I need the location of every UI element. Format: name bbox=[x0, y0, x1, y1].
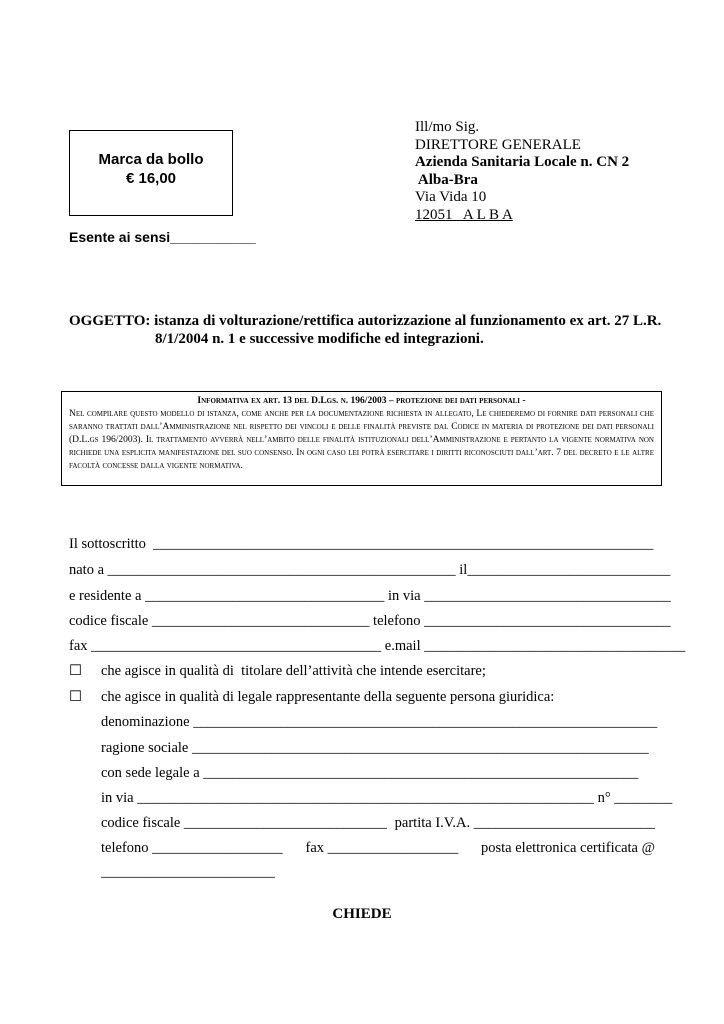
subject-line-2: 8/1/2004 n. 1 e successive modifiche ed integrazioni. bbox=[155, 331, 484, 347]
stamp-label: Marca da bollo bbox=[98, 151, 204, 168]
field-legal-seat[interactable]: con sede legale a ____________________________________________________________ bbox=[101, 765, 639, 781]
recipient-street: Via Vida 10 bbox=[415, 189, 487, 205]
field-pec-label[interactable]: posta elettronica certificata @ bbox=[481, 840, 655, 856]
field-contacts-row bbox=[101, 840, 655, 857]
subject-line-1: OGGETTO: istanza di volturazione/rettifica autorizzazione al funzionamento ex art. 27 L.R. bbox=[69, 313, 662, 329]
privacy-heading: Informativa ex art. 13 del D.Lgs. n. 196/2003 – protezione dei dati personali - bbox=[197, 396, 526, 406]
privacy-notice bbox=[61, 391, 662, 486]
request-heading: CHIEDE bbox=[332, 906, 392, 922]
field-company-name[interactable]: denominazione ________________________________________________________________ bbox=[101, 714, 658, 730]
option-owner-label: che agisce in qualità di titolare dell’attività che intende esercitare; bbox=[101, 663, 486, 679]
recipient-city-area: Alba-Bra bbox=[415, 171, 478, 188]
revenue-stamp-box bbox=[69, 130, 233, 216]
recipient-address bbox=[415, 119, 629, 224]
checkbox-owner[interactable]: ☐ bbox=[69, 663, 82, 679]
recipient-role: DIRETTORE GENERALE bbox=[415, 136, 581, 153]
recipient-postal: 12051 A L B A bbox=[415, 206, 513, 223]
recipient-title: Ill/mo Sig. bbox=[415, 119, 480, 135]
field-tax-code-phone[interactable]: codice fiscale ______________________________ telefono __________________________________ bbox=[69, 613, 671, 629]
checkbox-legal-rep[interactable]: ☐ bbox=[69, 689, 82, 705]
field-tax-vat-row bbox=[101, 815, 655, 832]
field-company-fax[interactable]: fax __________________ bbox=[305, 840, 459, 856]
field-street[interactable]: in via _______________________________________________________________ n° ________ bbox=[101, 790, 673, 806]
option-legal-rep-label: che agisce in qualità di legale rappresentante della seguente persona giuridica: bbox=[101, 689, 555, 705]
field-business-name[interactable]: ragione sociale _______________________________________________________________ bbox=[101, 740, 649, 756]
subject-heading bbox=[69, 312, 669, 348]
field-pec-continuation[interactable]: ________________________ bbox=[101, 864, 275, 880]
field-signatory[interactable]: Il sottoscritto _____________________________________________________________________ bbox=[69, 536, 654, 552]
field-vat-number[interactable]: partita I.V.A. _________________________ bbox=[394, 815, 655, 831]
recipient-agency: Azienda Sanitaria Locale n. CN 2 bbox=[415, 154, 630, 170]
field-company-phone[interactable]: telefono __________________ bbox=[101, 840, 283, 856]
field-company-tax-code[interactable]: codice fiscale ____________________________ bbox=[101, 815, 387, 831]
field-fax-email[interactable]: fax ________________________________________ e.mail ____________________________________ bbox=[69, 638, 686, 654]
privacy-body: Nel compilare questo modello di istanza, come anche per la documentazione richiesta in allegato, Le chiederemo di fornire dati personali che saranno trattati dall’Amministrazione nel rispetto dei vincoli e delle finalità previste dal Codice in materia di protezione dei dati personali (D.L.gs 196/2003). Il trattamento avverrà nell’ambito delle finalità istituzionali dell’Amministrazione e pertanto la vigente normativa non richiede una esplicita manifestazione del suo consenso. In ogni caso lei potrà esercitare i diritti riconosciuti dall’art. 7 del decreto e le altre facoltà concesse dalla vigente normativa. bbox=[69, 409, 654, 471]
field-birth[interactable]: nato a ________________________________________________ il____________________________ bbox=[69, 562, 671, 578]
exempt-field[interactable]: Esente ai sensi___________ bbox=[69, 229, 256, 245]
field-residence[interactable]: e residente a _________________________________ in via __________________________________ bbox=[69, 588, 671, 604]
stamp-amount: € 16,00 bbox=[125, 170, 177, 187]
